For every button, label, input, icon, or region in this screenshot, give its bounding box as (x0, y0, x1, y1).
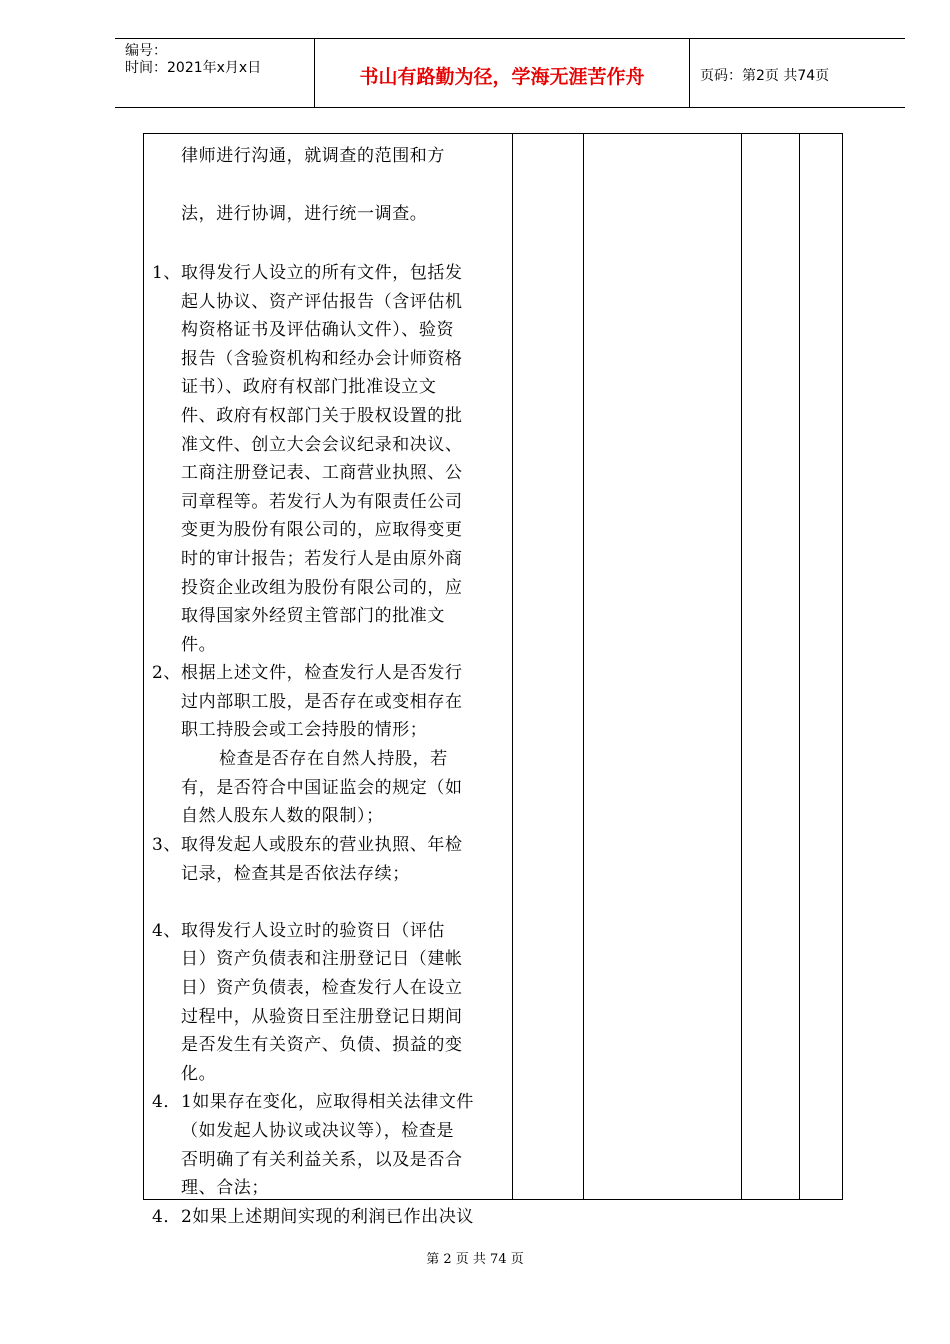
document-number: 编号： (125, 43, 167, 59)
page-header (115, 38, 905, 108)
procedure-text-line: 过程中，从验资日至注册登记日期间 (181, 1007, 463, 1027)
procedure-text-line: 否明确了有关利益关系，以及是否合 (181, 1150, 463, 1170)
procedure-text-line: 理、合法； (181, 1178, 269, 1198)
column-divider (583, 134, 584, 1199)
page-footer: 第 2 页 共 74 页 (426, 1252, 524, 1267)
procedure-text-line: 日）资产负债表和注册登记日（建帐 (181, 949, 463, 969)
header-meta (115, 39, 315, 107)
procedure-text-line: 职工持股会或工会持股的情形； (181, 720, 428, 740)
column-divider (512, 134, 513, 1199)
procedure-text-line: 司章程等。若发行人为有限责任公司 (181, 492, 463, 512)
procedure-text-line: 2、根据上述文件，检查发行人是否发行 (152, 663, 463, 683)
procedure-text-line: 4．1如果存在变化，应取得相关法律文件 (152, 1092, 475, 1112)
header-motto: 书山有路勤为径，学海无涯苦作舟 (359, 66, 645, 88)
header-page-cell (690, 39, 905, 107)
procedure-text-line: 投资企业改组为股份有限公司的，应 (181, 578, 463, 598)
procedure-text-line: 4、取得发行人设立时的验资日（评估 (152, 921, 446, 941)
procedure-text-line: 记录，检查其是否依法存续； (181, 864, 410, 884)
header-page-info: 页码：第2页 共74页 (700, 68, 830, 84)
procedure-text-line: 法，进行协调，进行统一调查。 (181, 204, 428, 224)
procedure-text-line: 报告（含验资机构和经办会计师资格 (181, 349, 463, 369)
procedure-text-line: 1、取得发行人设立的所有文件，包括发 (152, 263, 463, 283)
procedure-text-line: 化。 (181, 1064, 217, 1084)
procedure-text-line: 取得国家外经贸主管部门的批准文 (181, 606, 445, 626)
procedure-text-line: 件、政府有权部门关于股权设置的批 (181, 406, 463, 426)
procedure-text-line: 准文件、创立大会会议纪录和决议、 (181, 435, 463, 455)
procedure-text-line: 变更为股份有限公司的，应取得变更 (181, 520, 463, 540)
procedure-text-line: 是否发生有关资产、负债、损益的变 (181, 1035, 463, 1055)
audit-procedure-table (143, 133, 843, 1227)
procedure-text-line: 时的审计报告；若发行人是由原外商 (181, 549, 463, 569)
procedure-text-line: 过内部职工股，是否存在或变相存在 (181, 692, 463, 712)
column-divider (799, 134, 800, 1199)
procedure-text-line: 件。 (181, 635, 217, 655)
procedure-text-line: 工商注册登记表、工商营业执照、公 (181, 463, 463, 483)
procedure-text-line: 律师进行沟通，就调查的范围和方 (181, 146, 445, 166)
procedure-text-line: 构资格证书及评估确认文件）、验资 (181, 320, 455, 340)
header-motto-cell (315, 39, 690, 107)
procedure-text-line: （如发起人协议或决议等），检查是 (181, 1121, 455, 1141)
procedure-text-line: 日）资产负债表，检查发行人在设立 (181, 978, 463, 998)
procedure-text-line: 3、取得发起人或股东的营业执照、年检 (152, 835, 463, 855)
procedure-text-line: 自然人股东人数的限制）； (181, 806, 384, 826)
procedure-text-line: 检查是否存在自然人持股，若 (219, 749, 448, 769)
document-date: 时间：2021年x月x日 (125, 60, 262, 76)
procedure-text-line: 证书）、政府有权部门批准设立文 (181, 377, 437, 397)
procedure-text-line: 4．2如果上述期间实现的利润已作出决议 (152, 1207, 475, 1227)
procedure-text-line: 起人协议、资产评估报告（含评估机 (181, 292, 463, 312)
procedure-text-line: 有，是否符合中国证监会的规定（如 (181, 778, 463, 798)
column-divider (741, 134, 742, 1199)
